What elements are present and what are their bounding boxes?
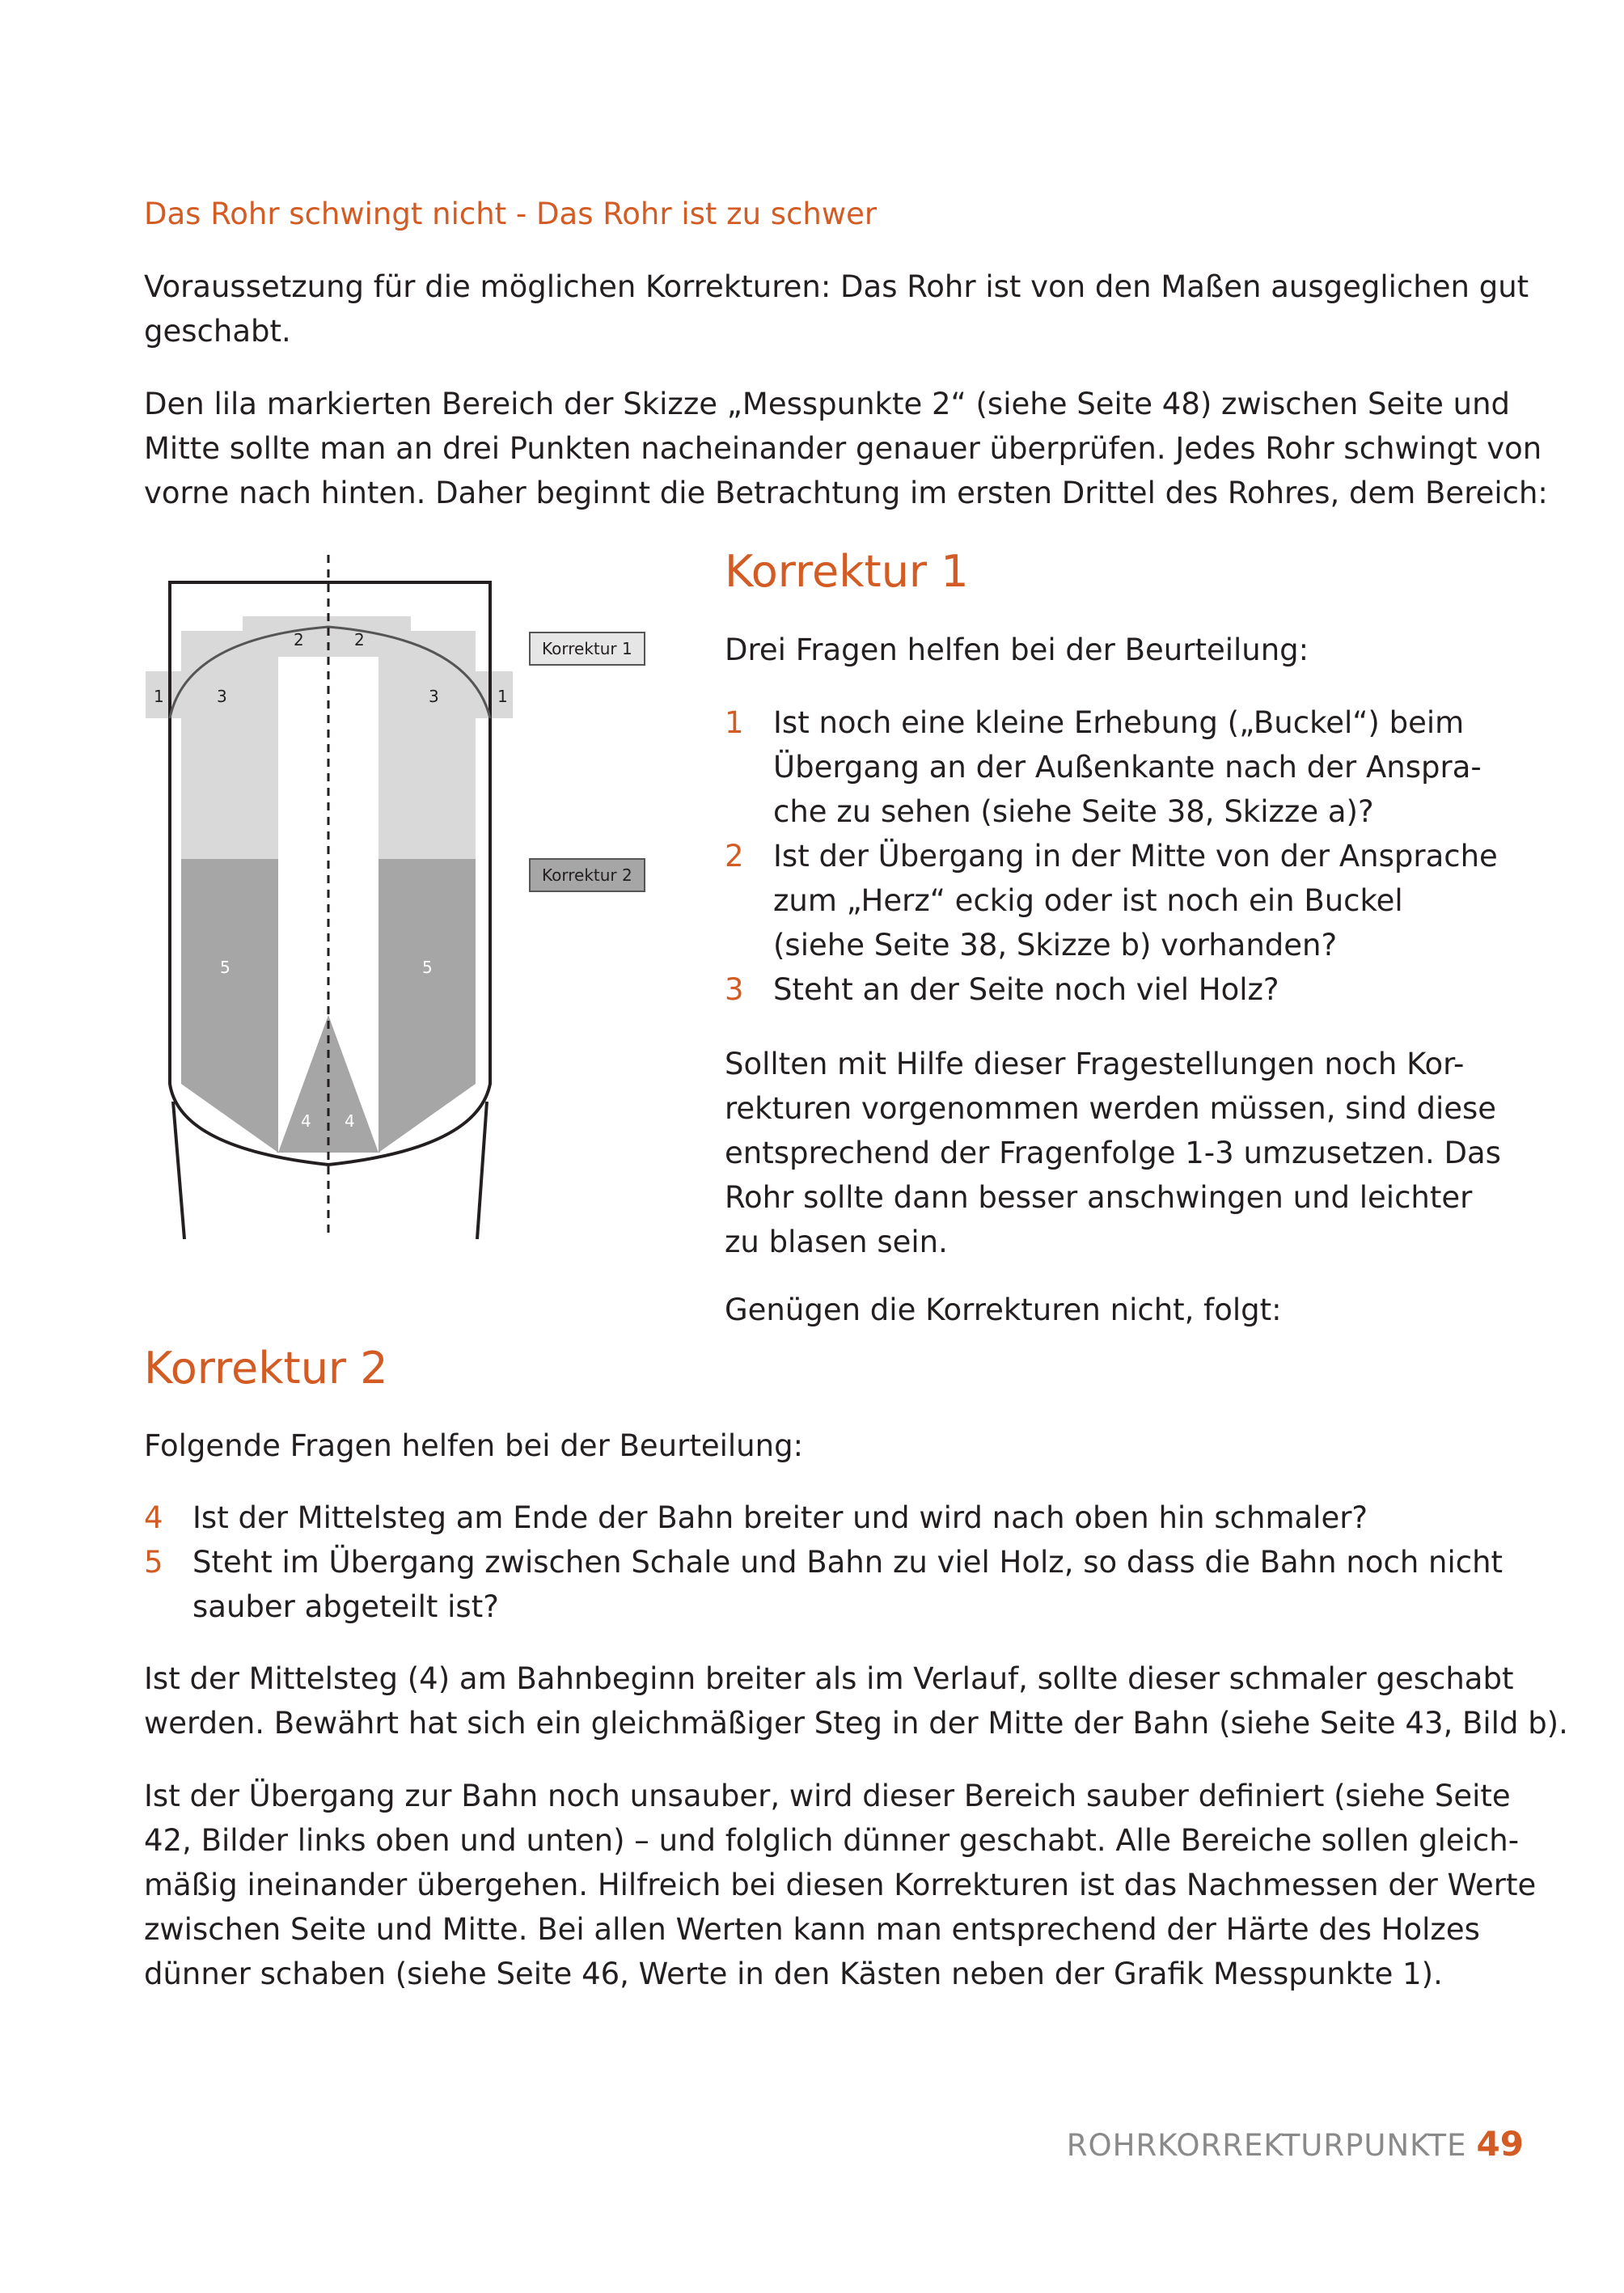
list-line: Ist der Mittelsteg am Ende der Bahn breiter und wird nach oben hin schmaler?	[192, 1500, 1368, 1535]
korrektur-1-paragraph	[725, 1042, 1501, 1264]
list-number: 3	[725, 972, 744, 1007]
paragraph-line: Sollten mit Hilfe dieser Fragestellungen noch Kor-	[725, 1047, 1465, 1081]
legend-korrektur-2-label: Korrektur 2	[542, 865, 632, 885]
zone-label-5-right: 5	[422, 958, 433, 977]
list-line: sauber abgeteilt ist?	[192, 1589, 499, 1624]
legend-korrektur-1-label: Korrektur 1	[542, 639, 632, 658]
zone-label-4-right: 4	[345, 1111, 355, 1131]
zone-label-4-left: 4	[301, 1111, 311, 1131]
list-number: 4	[144, 1500, 163, 1535]
reed-diagram	[142, 550, 659, 1246]
paragraph-line: werden. Bewährt hat sich ein gleichmäßiger Steg in der Mitte der Bahn (siehe Seite 43, Bild b).	[144, 1706, 1568, 1741]
intro-p2-line-2: Mitte sollte man an drei Punkten nacheinander genauer überprüfen. Jedes Rohr schwingt von	[144, 431, 1542, 466]
zone-label-3-left: 3	[217, 687, 227, 706]
korrektur-1-heading: Korrektur 1	[725, 546, 969, 597]
paragraph-line: zu blasen sein.	[725, 1225, 948, 1259]
list-line: zum „Herz“ eckig oder ist noch ein Buckel	[773, 883, 1403, 918]
intro-paragraph-2	[144, 382, 1548, 515]
list-item	[725, 967, 1501, 1012]
zone-label-2-right: 2	[354, 630, 365, 649]
list-line: che zu sehen (siehe Seite 38, Skizze a)?	[773, 794, 1374, 829]
list-item	[144, 1540, 1519, 1629]
zone-3-left	[181, 631, 278, 859]
intro-p2-line-3: vorne nach hinten. Daher beginnt die Betrachtung im ersten Drittel des Rohres, dem Bereich:	[144, 476, 1548, 510]
paragraph-line: Ist der Übergang zur Bahn noch unsauber, wird dieser Bereich sauber definiert (siehe Seite	[144, 1779, 1511, 1813]
list-line: (siehe Seite 38, Skizze b) vorhanden?	[773, 928, 1338, 962]
page-number: 49	[1476, 2124, 1524, 2164]
subheading: Das Rohr schwingt nicht - Das Rohr ist zu schwer	[144, 197, 878, 231]
zone-label-2-left: 2	[294, 630, 304, 649]
list-line: Übergang an der Außenkante nach der Anspra-	[773, 750, 1482, 785]
paragraph-line: Ist der Mittelsteg (4) am Bahnbeginn breiter als im Verlauf, sollte dieser schmaler geschabt	[144, 1661, 1514, 1696]
list-number: 5	[144, 1545, 163, 1580]
intro-p1-line-1: Voraussetzung für die möglichen Korrekturen: Das Rohr ist von den Maßen ausgeglichen gut	[144, 269, 1529, 304]
paragraph-line: zwischen Seite und Mitte. Bei allen Werten kann man entsprechend der Härte des Holzes	[144, 1912, 1480, 1947]
list-item	[144, 1496, 1519, 1540]
paragraph-line: entsprechend der Fragenfolge 1-3 umzusetzen. Das	[725, 1136, 1501, 1170]
footer-section-title: ROHRKORREKTURPUNKTE	[1066, 2128, 1467, 2163]
intro-p2-line-1: Den lila markierten Bereich der Skizze „Messpunkte 2“ (siehe Seite 48) zwischen Seite und	[144, 387, 1511, 421]
paragraph-line: Rohr sollte dann besser anschwingen und leichter	[725, 1180, 1473, 1215]
list-item	[725, 700, 1501, 834]
paragraph-line: rekturen vorgenommen werden müssen, sind diese	[725, 1091, 1497, 1126]
korrektur-1-followup: Genügen die Korrekturen nicht, folgt:	[725, 1292, 1282, 1327]
paragraph-line: dünner schaben (siehe Seite 46, Werte in den Kästen neben der Grafik Messpunkte 1).	[144, 1957, 1443, 1991]
list-line: Ist der Übergang in der Mitte von der Ansprache	[773, 839, 1498, 874]
zone-label-1-right: 1	[497, 687, 508, 706]
korrektur-1-list	[725, 700, 1501, 1012]
korrektur-2-lead: Folgende Fragen helfen bei der Beurteilung:	[144, 1428, 804, 1463]
zone-5-right	[379, 859, 476, 1153]
list-line: Steht im Übergang zwischen Schale und Bahn zu viel Holz, so dass die Bahn noch nicht	[192, 1545, 1503, 1580]
list-number: 2	[725, 839, 744, 874]
korrektur-2-list	[144, 1496, 1519, 1629]
zone-5-left	[181, 859, 278, 1153]
korrektur-1-lead: Drei Fragen helfen bei der Beurteilung:	[725, 632, 1309, 667]
list-line: Steht an der Seite noch viel Holz?	[773, 972, 1279, 1007]
page-footer	[1067, 2124, 1524, 2164]
zone-3-right	[379, 631, 476, 859]
korrektur-2-paragraph-1	[144, 1656, 1568, 1745]
paragraph-line: 42, Bilder links oben und unten) – und folglich dünner geschabt. Alle Bereiche sollen gleich-	[144, 1823, 1520, 1858]
zone-label-3-right: 3	[429, 687, 439, 706]
intro-p1-line-2: geschabt.	[144, 314, 291, 349]
intro-paragraph-1	[144, 264, 1529, 353]
list-line: Ist noch eine kleine Erhebung („Buckel“) beim	[773, 705, 1465, 740]
zone-label-5-left: 5	[220, 958, 230, 977]
zone-label-1-left: 1	[154, 687, 164, 706]
reed-lower-left	[173, 1102, 184, 1239]
list-number: 1	[725, 705, 744, 740]
korrektur-2-paragraph-2	[144, 1774, 1536, 1996]
korrektur-2-heading: Korrektur 2	[144, 1343, 388, 1394]
list-item	[725, 834, 1501, 967]
paragraph-line: mäßig ineinander übergehen. Hilfreich bei diesen Korrekturen ist das Nachmessen der Werte	[144, 1868, 1537, 1902]
reed-lower-right	[477, 1102, 487, 1239]
